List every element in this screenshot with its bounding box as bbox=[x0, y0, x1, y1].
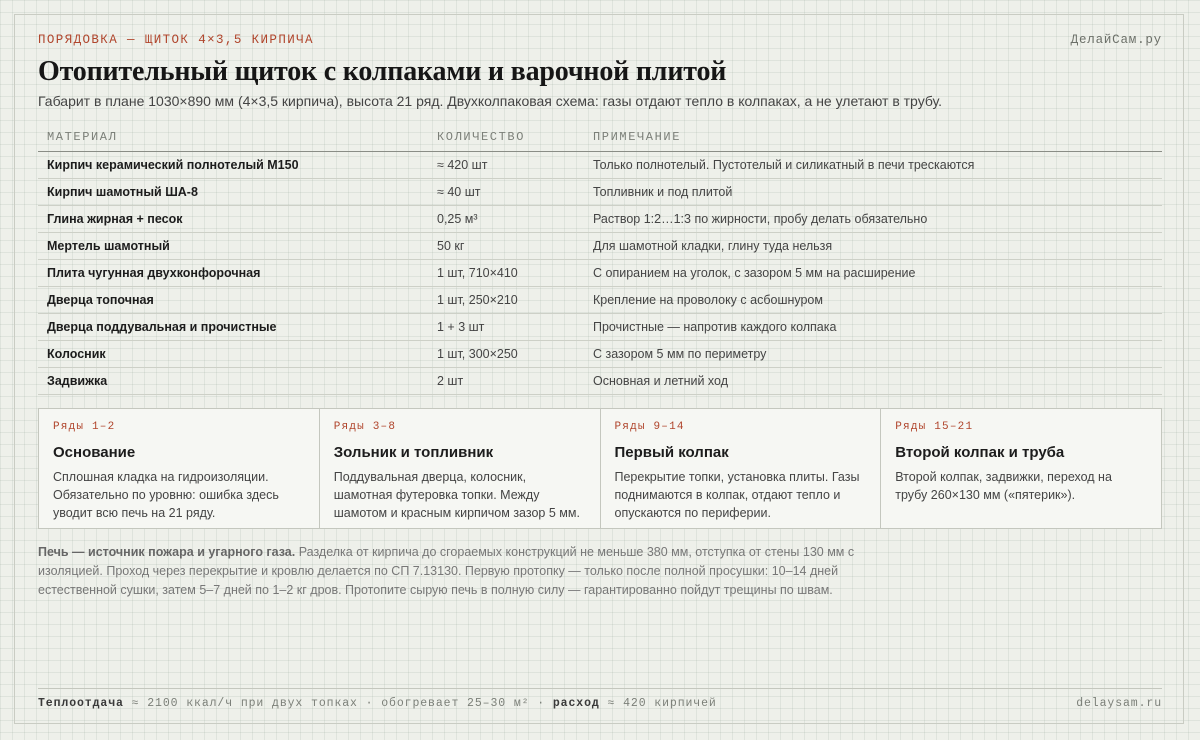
material-name: Кирпич керамический полнотелый М150 bbox=[38, 152, 428, 179]
footer-stats bbox=[38, 697, 717, 710]
stage-text: Перекрытие топки, установка плиты. Газы поднимаются в колпак, отдают тепло и опускаются по периферии. bbox=[614, 470, 860, 520]
stage-cards bbox=[38, 408, 1162, 529]
warning-text: Разделка от кирпича до сгораемых конструкций не меньше 380 мм, отступка от стены 130 мм с изоляцией. Проход через перекрытие и кровлю делается по СП 7.13130. Первую протопку — только после полной просушки: 10–14 дней естественной сушки, затем 5–7 дней по 1–2 кг дров. Протопите сырую печь в полную силу — гарантированно пойдут трещины по швам. bbox=[38, 545, 855, 597]
material-quantity: 50 кг bbox=[428, 233, 584, 260]
column-header-material: МАТЕРИАЛ bbox=[38, 124, 428, 152]
stage-rows: Ряды 9–14 bbox=[614, 421, 685, 433]
table-row bbox=[38, 152, 1162, 179]
table-header-row bbox=[38, 124, 1162, 152]
material-quantity: ≈ 420 шт bbox=[428, 152, 584, 179]
top-line bbox=[38, 33, 1162, 47]
material-name: Дверца поддувальная и прочистные bbox=[38, 314, 428, 341]
material-name: Кирпич шамотный ША-8 bbox=[38, 179, 428, 206]
stage-title: Второй колпак и труба bbox=[895, 444, 1065, 461]
table-row bbox=[38, 233, 1162, 260]
section-kicker: ПОРЯДОВКА — ЩИТОК 4×3,5 КИРПИЧА bbox=[38, 33, 314, 47]
material-name: Мертель шамотный bbox=[38, 233, 428, 260]
table-row bbox=[38, 341, 1162, 368]
material-note: С зазором 5 мм по периметру bbox=[584, 341, 1162, 368]
column-header-note: ПРИМЕЧАНИЕ bbox=[584, 124, 1162, 152]
material-name: Колосник bbox=[38, 341, 428, 368]
site-brand[interactable]: ДелайСам.ру bbox=[1070, 33, 1162, 47]
material-note: Для шамотной кладки, глину туда нельзя bbox=[584, 233, 1162, 260]
stage-text: Второй колпак, задвижки, переход на трубу 260×130 мм («пятерик»). bbox=[895, 470, 1112, 502]
stage-text: Поддувальная дверца, колосник, шамотная футеровка топки. Между шамотом и красным кирпичом зазор 5 мм. bbox=[333, 470, 580, 520]
material-quantity: 1 шт, 710×410 bbox=[428, 260, 584, 287]
stage-rows: Ряды 15–21 bbox=[895, 421, 974, 433]
material-quantity: 2 шт bbox=[428, 368, 584, 395]
table-row bbox=[38, 260, 1162, 287]
footer-site-link[interactable]: delaysam.ru bbox=[1076, 696, 1162, 710]
stage-title: Зольник и топливник bbox=[333, 444, 494, 461]
stage-card-second-hood bbox=[881, 409, 1161, 528]
material-name: Дверца топочная bbox=[38, 287, 428, 314]
usage-text: ≈ 420 кирпичей bbox=[599, 696, 717, 710]
material-quantity: 1 + 3 шт bbox=[428, 314, 584, 341]
material-name: Задвижка bbox=[38, 368, 428, 395]
footer bbox=[38, 688, 1162, 717]
warning-lead: Печь — источник пожара и угарного газа. bbox=[38, 545, 296, 559]
material-note: Топливник и под плитой bbox=[584, 179, 1162, 206]
material-quantity: 0,25 м³ bbox=[428, 206, 584, 233]
stage-rows: Ряды 1–2 bbox=[53, 421, 116, 433]
stage-card-first-hood bbox=[601, 409, 882, 528]
table-row bbox=[38, 179, 1162, 206]
material-note: Основная и летний ход bbox=[584, 368, 1162, 395]
material-note: С опиранием на уголок, с зазором 5 мм на расширение bbox=[584, 260, 1162, 287]
stage-title: Основание bbox=[53, 444, 136, 461]
material-note: Прочистные — напротив каждого колпака bbox=[584, 314, 1162, 341]
stage-text: Сплошная кладка на гидроизоляции. Обязательно по уровню: ошибка здесь уводит всю печь на 21 ряду. bbox=[53, 470, 279, 520]
stage-card-firebox bbox=[320, 409, 601, 528]
table-row bbox=[38, 287, 1162, 314]
heat-output-label: Теплоотдача bbox=[38, 696, 124, 710]
stage-rows: Ряды 3–8 bbox=[333, 421, 397, 433]
stage-title: Первый колпак bbox=[614, 444, 729, 461]
column-header-quantity: КОЛИЧЕСТВО bbox=[428, 124, 584, 152]
page-title: Отопительный щиток с колпаками и варочной плитой bbox=[38, 56, 727, 87]
safety-warning bbox=[38, 543, 878, 600]
material-note: Раствор 1:2…1:3 по жирности, пробу делать обязательно bbox=[584, 206, 1162, 233]
material-quantity: 1 шт, 300×250 bbox=[428, 341, 584, 368]
table-row bbox=[38, 368, 1162, 395]
material-note: Крепление на проволоку с асбошнуром bbox=[584, 287, 1162, 314]
material-quantity: ≈ 40 шт bbox=[428, 179, 584, 206]
material-name: Плита чугунная двухконфорочная bbox=[38, 260, 428, 287]
material-quantity: 1 шт, 250×210 bbox=[428, 287, 584, 314]
table-row bbox=[38, 206, 1162, 233]
materials-table bbox=[38, 124, 1162, 395]
material-note: Только полнотелый. Пустотелый и силикатный в печи трескаются bbox=[584, 152, 1162, 179]
usage-label: расход bbox=[552, 696, 600, 710]
page-subtitle: Габарит в плане 1030×890 мм (4×3,5 кирпича), высота 21 ряд. Двухколпаковая схема: газы отдают тепло в колпаках, а не улетают в трубу. bbox=[38, 93, 943, 109]
material-name: Глина жирная + песок bbox=[38, 206, 428, 233]
stage-card-foundation bbox=[39, 409, 320, 528]
table-row bbox=[38, 314, 1162, 341]
heat-output-text: ≈ 2100 ккал/ч при двух топках · обогревает 25–30 м² · bbox=[123, 696, 553, 710]
